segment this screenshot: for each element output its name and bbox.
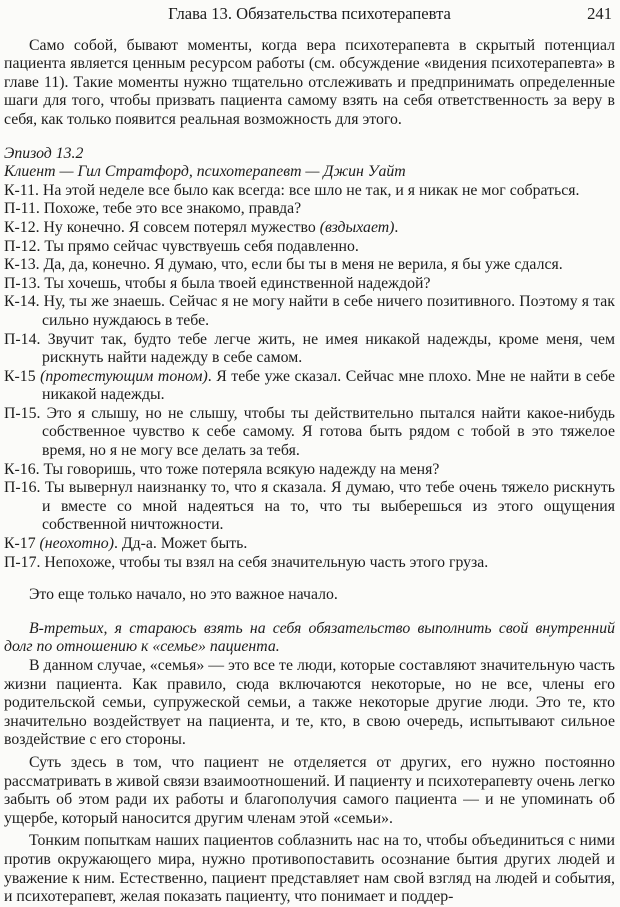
speaker-label: К-14. [4, 293, 44, 311]
dialogue-text: На этой неделе все было как всегда: все шло не так, и я никак не мог собраться. [42, 181, 580, 199]
dialogue-line [4, 293, 615, 330]
speaker-label: П-16. [4, 479, 45, 497]
speaker-label: П-15. [4, 404, 47, 422]
seduction-paragraph: Тонким попыткам наших пациентов соблазнить нас на то, чтобы объединиться с ними против окружающего мира, нужно противопоставить осознание бытия других людей и уважение к ним. Естественно, пациент представляет нам свой взгляд на людей и события, и психотерапевт, желая показать пациенту, что понимает и поддер- [4, 832, 615, 906]
commitment-paragraph: В-третьих, я стараюсь взять на себя обязательство выполнить свой внутренний долг по отношению к «семье» пациента. [4, 619, 615, 656]
intro-paragraph: Само собой, бывают моменты, когда вера психотерапевта в скрытый потенциал пациента является ценным ресурсом работы (см. обсуждение «видения психотерапевта» в главе 11). Такие моменты нужно тщательно отслеживать и предпринимать определенные шаги для того, чтобы призвать пациента самому взять на себя ответственность за веру в себя, как только появится реальная возможность для этого. [4, 36, 615, 128]
dialogue-line [4, 182, 615, 201]
stage-direction: (неохотно) [39, 535, 114, 553]
dialogue-line [4, 535, 615, 554]
dialogue-line [4, 405, 615, 461]
episode-label: Эпизод 13.2 [4, 144, 84, 162]
dialogue-text: Да, да, конечно. Я думаю, что, если бы ты в меня не верила, я бы уже сдался. [43, 256, 563, 274]
speaker-label: П-13. [4, 274, 45, 292]
dialogue-text: Ты прямо сейчас чувствуешь себя подавленно. [44, 237, 359, 255]
dialogue-text: Ну, ты же знаешь. Сейчас я не могу найти в себе ничего позитивного. Поэтому я так сильно нуждаюсь в тебе. [42, 293, 615, 329]
dialogue-text: Звучит так, будто тебе легче жить, не имея никакой надежды, кроме меня, чем рискнуть найти надежду в себе самом. [42, 330, 615, 367]
dialogue-text: Ну конечно. Я совсем потерял мужество [43, 218, 320, 236]
dialogue-line [4, 554, 615, 573]
dialogue-line [4, 275, 615, 294]
dialogue-list [4, 182, 615, 572]
dialogue-line [4, 200, 615, 219]
dialogue-text: . Я тебе уже сказал. Сейчас мне плохо. Мне не найти в себе никакой надежды. [42, 367, 615, 404]
dialogue-line [4, 331, 615, 368]
dialogue-text: . [394, 218, 399, 236]
speaker-label: П-14. [4, 330, 48, 348]
dialogue-line [4, 368, 615, 405]
dialogue-line [4, 461, 615, 480]
dialogue-text: Непохоже, чтобы ты взял на себя значительную часть этого груза. [44, 553, 489, 571]
dialogue-text: Ты хочешь, чтобы я была твоей единственной надеждой? [44, 274, 431, 292]
dialogue-line [4, 256, 615, 275]
dialogue-text: Похоже, тебе это все знакомо, правда? [43, 200, 302, 218]
episode-participants: Клиент — Гил Стратфорд, психотерапевт — Джин Уайт [4, 163, 406, 181]
dialogue-text: Ты вывернул наизнанку то, что я сказала. Я думаю, что тебе очень тяжело рискнуть и вместе со мной надеяться на то, что ты выберешься из этого ощущения собственной ничтожности. [42, 479, 615, 534]
dialogue-line [4, 219, 615, 238]
stage-direction: (протестующим тоном) [40, 367, 208, 385]
dialogue-text: Это я слышу, но не слышу, чтобы ты действительно пытался найти какое-нибудь собственное чувство к себе самому. Я готова быть рядом с тобой в это тяжелое время, но я не могу все делать за тебя. [42, 404, 615, 460]
essence-paragraph: Суть здесь в том, что пациент не отделяется от других, его нужно постоянно рассматривать в живой связи взаимоотношений. И пациенту и психотерапевту очень легко забыть об этом ради их работы и благополучия самого пациента — и не упоминать об ущербе, который наносится другим членам этой «семьи». [4, 753, 615, 827]
speaker-label: К-17 [4, 535, 40, 553]
page-header [4, 5, 615, 24]
chapter-title: Глава 13. Обязательства психотерапевта [168, 4, 451, 23]
speaker-label: К-13. [4, 256, 44, 274]
stage-direction: (вздыхает) [319, 218, 395, 236]
speaker-label: К-11. [4, 181, 43, 199]
speaker-label: К-15 [4, 367, 41, 385]
dialogue-line [4, 479, 615, 535]
speaker-label: К-12. [4, 218, 44, 236]
page-number: 241 [587, 4, 612, 23]
speaker-label: П-17. [4, 553, 45, 571]
dialogue-text: . Дд-а. Может быть. [113, 535, 248, 553]
speaker-label: П-12. [4, 237, 45, 255]
speaker-label: К-16. [4, 460, 44, 478]
family-definition-paragraph: В данном случае, «семья» — это все те люди, которые составляют значительную часть жизни пациента. Как правило, сюда включаются некоторые, но не все, члены его родительской семьи, супружеской семьи, а также некоторые другие люди. Это те, кто значительно воздействует на пациента, и те, кто, в свою очередь, испытывают сильное воздействие с его стороны. [4, 657, 615, 749]
dialogue-text: Ты говоришь, что тоже потеряла всякую надежду на меня? [43, 460, 440, 478]
closing-line: Это еще только начало, но это важное начало. [29, 586, 338, 604]
speaker-label: П-11. [4, 200, 44, 218]
dialogue-line [4, 238, 615, 257]
